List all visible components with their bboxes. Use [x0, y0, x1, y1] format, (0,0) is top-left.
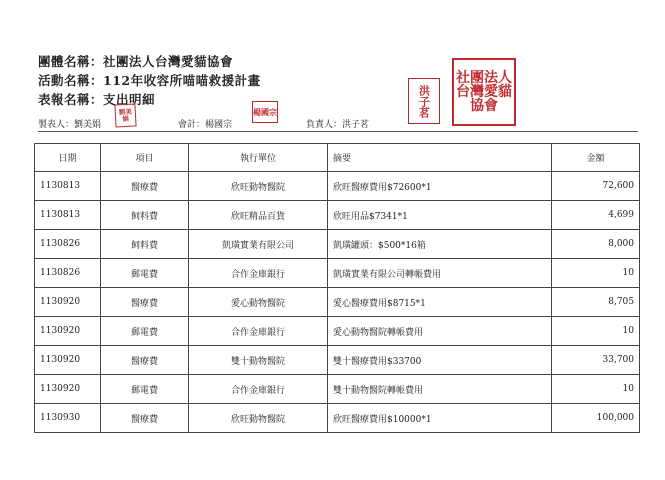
cell-desc: 愛心動物醫院轉帳費用: [328, 317, 552, 346]
expense-table: [34, 143, 640, 433]
cell-amount: 8,000: [552, 230, 640, 259]
report-name: 表報名稱：支出明細: [38, 92, 156, 107]
cell-date: 1130920: [35, 288, 101, 317]
cell-unit: 欣旺精品百貨: [189, 201, 328, 230]
cell-desc: 欣旺用品$7341*1: [328, 201, 552, 230]
preparer-seal: 劉美娟: [114, 103, 136, 127]
cell-item: 飼料費: [101, 230, 189, 259]
cell-item: 醫療費: [101, 404, 189, 433]
table-row: [35, 230, 640, 259]
header-date: 日期: [35, 144, 101, 172]
cell-amount: 4,699: [552, 201, 640, 230]
cell-item: 醫療費: [101, 346, 189, 375]
cell-item: 郵電費: [101, 375, 189, 404]
cell-item: 飼料費: [101, 201, 189, 230]
cell-unit: 愛心動物醫院: [189, 288, 328, 317]
cell-desc: 欣旺醫療費用$10000*1: [328, 404, 552, 433]
header-amount: 金額: [552, 144, 640, 172]
cell-amount: 100,000: [552, 404, 640, 433]
manager-seal: 洪子茗: [408, 78, 440, 124]
cell-unit: 欣旺動物醫院: [189, 172, 328, 201]
activity-name: 活動名稱：112年收容所喵喵救援計畫: [38, 73, 261, 88]
header-unit: 執行單位: [189, 144, 328, 172]
cell-item: 醫療費: [101, 172, 189, 201]
cell-desc: 愛心醫療費用$8715*1: [328, 288, 552, 317]
cell-unit: 合作金庫銀行: [189, 317, 328, 346]
accountant-label: 會計：楊國宗: [178, 120, 233, 130]
cell-date: 1130920: [35, 346, 101, 375]
cell-date: 1130920: [35, 317, 101, 346]
table-row: [35, 375, 640, 404]
cell-item: 醫療費: [101, 288, 189, 317]
cell-item: 郵電費: [101, 317, 189, 346]
cell-amount: 33,700: [552, 346, 640, 375]
cell-amount: 72,600: [552, 172, 640, 201]
table-row: [35, 346, 640, 375]
table-row: [35, 317, 640, 346]
cell-unit: 合作金庫銀行: [189, 259, 328, 288]
cell-date: 1130920: [35, 375, 101, 404]
cell-unit: 雙十動物醫院: [189, 346, 328, 375]
header-desc: 摘要: [328, 144, 552, 172]
cell-desc: 凱璜實業有限公司轉帳費用: [328, 259, 552, 288]
table-row: [35, 404, 640, 433]
association-seal: 社團法人台灣愛貓協會: [452, 58, 516, 126]
table-row: [35, 288, 640, 317]
org-name: 團體名稱：社團法人台灣愛貓協會: [38, 54, 234, 69]
table-row: [35, 259, 640, 288]
cell-date: 1130826: [35, 259, 101, 288]
cell-desc: 凱璜罐頭：$500*16箱: [328, 230, 552, 259]
cell-date: 1130813: [35, 201, 101, 230]
header-item: 項目: [101, 144, 189, 172]
cell-amount: 10: [552, 259, 640, 288]
cell-date: 1130826: [35, 230, 101, 259]
table-header-row: [35, 144, 640, 172]
manager-label: 負責人：洪子茗: [306, 120, 370, 130]
table-row: [35, 172, 640, 201]
preparer-label: 製表人：劉美娟: [38, 120, 102, 130]
cell-desc: 欣旺醫療費用$72600*1: [328, 172, 552, 201]
table-row: [35, 201, 640, 230]
cell-unit: 欣旺動物醫院: [189, 404, 328, 433]
cell-amount: 10: [552, 375, 640, 404]
cell-amount: 8,705: [552, 288, 640, 317]
signature-divider: [38, 131, 638, 132]
cell-unit: 凱璜實業有限公司: [189, 230, 328, 259]
cell-desc: 雙十醫療費用$33700: [328, 346, 552, 375]
cell-date: 1130813: [35, 172, 101, 201]
cell-item: 郵電費: [101, 259, 189, 288]
cell-amount: 10: [552, 317, 640, 346]
cell-desc: 雙十動物醫院轉帳費用: [328, 375, 552, 404]
accountant-seal: 楊國宗: [252, 101, 278, 123]
cell-unit: 合作金庫銀行: [189, 375, 328, 404]
cell-date: 1130930: [35, 404, 101, 433]
